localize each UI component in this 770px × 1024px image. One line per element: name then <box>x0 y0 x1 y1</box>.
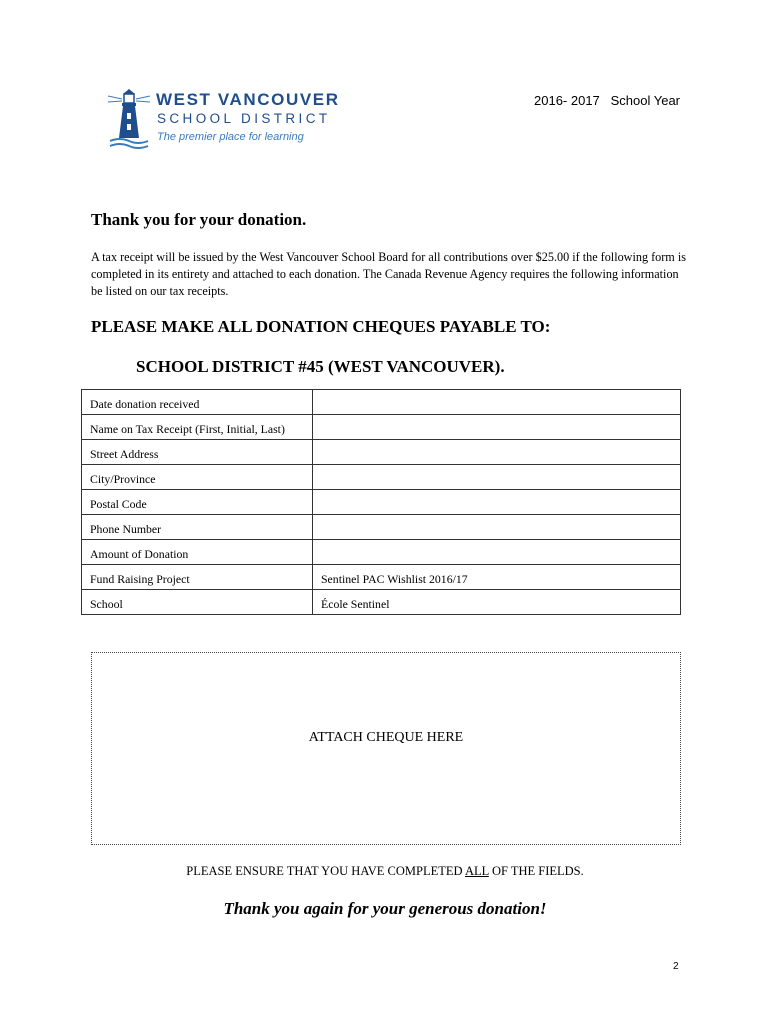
form-row <box>82 465 681 490</box>
closing-thanks: Thank you again for your generous donation! <box>223 899 547 918</box>
notice-text-end: OF THE FIELDS. <box>488 864 584 878</box>
notice-text-start: PLEASE ENSURE THAT YOU HAVE COMPLETED <box>186 864 465 878</box>
notice-emphasis: ALL <box>464 864 489 878</box>
form-label: Postal Code <box>82 490 313 515</box>
logo-title: WEST VANCOUVER <box>156 90 340 109</box>
form-value-field[interactable] <box>313 490 681 515</box>
form-row <box>82 390 681 415</box>
form-value-field[interactable] <box>313 415 681 440</box>
form-value-field[interactable] <box>313 540 681 565</box>
form-value-field[interactable] <box>313 465 681 490</box>
form-value-field[interactable] <box>313 515 681 540</box>
school-year: 2016- 2017 School Year <box>534 93 681 108</box>
form-row <box>82 415 681 440</box>
form-label: Amount of Donation <box>82 540 313 565</box>
form-row <box>82 490 681 515</box>
logo-tagline: The premier place for learning <box>157 131 304 143</box>
form-label: Name on Tax Receipt (First, Initial, Last) <box>82 415 313 440</box>
thanks-heading: Thank you for your donation. <box>91 210 307 229</box>
payee-name: SCHOOL DISTRICT #45 (WEST VANCOUVER). <box>136 357 505 376</box>
form-value-field[interactable] <box>313 440 681 465</box>
intro-paragraph: A tax receipt will be issued by the West Vancouver School Board for all contributions over $25.00 if the following form is completed in its entirety and attached to each donation. The Canada Revenue Agency requires the following information be listed on our tax receipts. <box>91 250 686 298</box>
form-label: School <box>82 590 313 615</box>
donation-form-table <box>81 389 681 615</box>
form-row <box>82 540 681 565</box>
district-logo <box>104 86 344 152</box>
completion-notice <box>0 864 770 879</box>
form-label: Phone Number <box>82 515 313 540</box>
form-label: Fund Raising Project <box>82 565 313 590</box>
logo-subtitle: SCHOOL DISTRICT <box>157 111 331 126</box>
attach-cheque-label: ATTACH CHEQUE HERE <box>308 730 464 745</box>
page-number: 2 <box>673 961 679 972</box>
form-row <box>82 565 681 590</box>
payable-heading: PLEASE MAKE ALL DONATION CHEQUES PAYABLE TO: <box>91 317 551 336</box>
attach-cheque-area <box>91 652 681 845</box>
form-label: Date donation received <box>82 390 313 415</box>
form-label: City/Province <box>82 465 313 490</box>
form-row <box>82 515 681 540</box>
form-row <box>82 590 681 615</box>
lighthouse-icon <box>104 86 154 152</box>
form-value-field[interactable] <box>313 390 681 415</box>
form-value-field[interactable]: Sentinel PAC Wishlist 2016/17 <box>313 565 681 590</box>
form-row <box>82 440 681 465</box>
form-value-field[interactable]: École Sentinel <box>313 590 681 615</box>
form-label: Street Address <box>82 440 313 465</box>
